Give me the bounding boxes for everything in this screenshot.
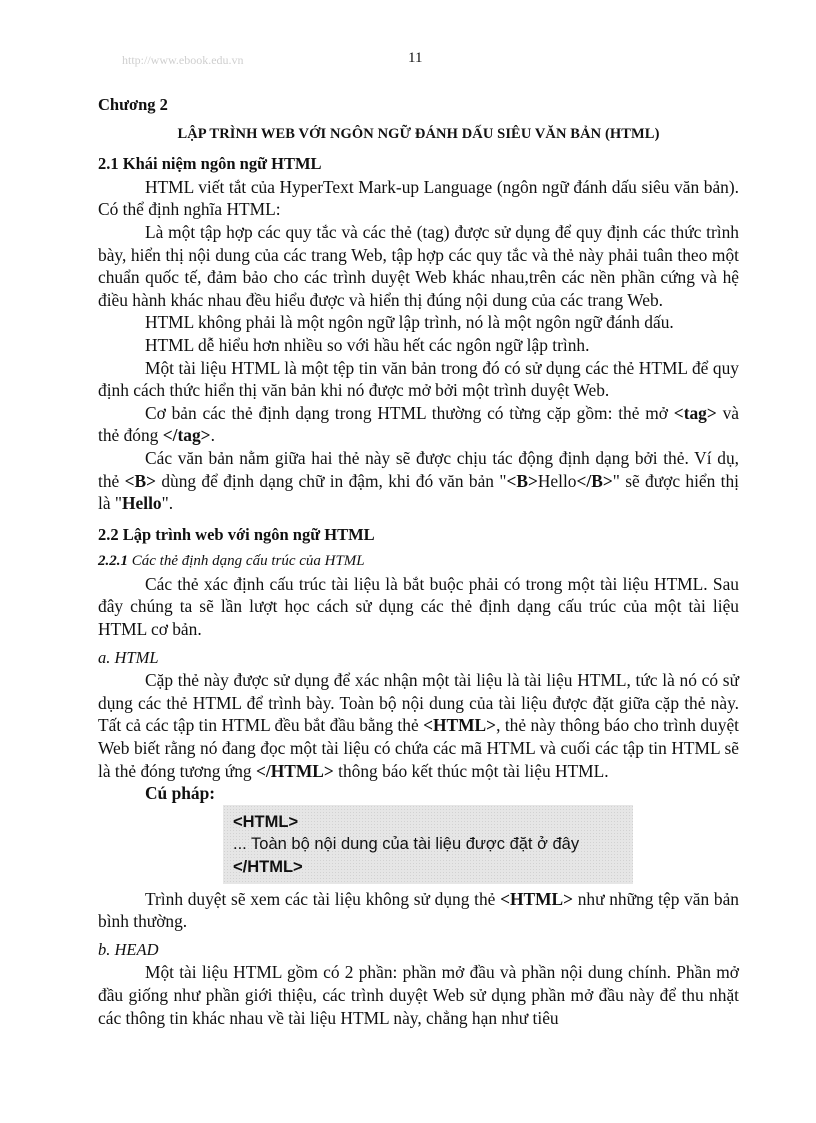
paragraph: Một tài liệu HTML gồm có 2 phần: phần mở đầu và phần nội dung chính. Phần mở đầu giống như phần giới thiệu, các trình duyệt Web sử dụng phần mở đầu này để thu nhặt các thông tin khác nhau về tài liệu HTML này, chẳng hạn như tiêu: [98, 962, 739, 1028]
paragraph: HTML dễ hiểu hơn nhiều so với hầu hết các ngôn ngữ lập trình.: [145, 334, 590, 355]
code-block: [223, 805, 633, 884]
header-url: http://www.ebook.edu.vn: [122, 53, 244, 67]
section-heading-2-2: 2.2 Lập trình web với ngôn ngữ HTML: [98, 524, 375, 544]
item-heading-b: b. HEAD: [98, 939, 159, 959]
code-line: </HTML>: [233, 858, 303, 876]
tag-example: <B>: [124, 470, 156, 491]
text-run: ".: [161, 493, 174, 514]
tag-example: </tag>: [162, 425, 211, 446]
subsection-number: 2.2.1: [98, 553, 128, 570]
syntax-label: Cú pháp:: [145, 783, 216, 804]
item-heading-a: a. HTML: [98, 647, 159, 667]
code-line: ... Toàn bộ nội dung của tài liệu được đặt ở đây: [233, 835, 580, 854]
text-run: , thẻ này thông báo cho trình duyệt Web biết rằng nó đang đọc một tài liệu có chứa các mã HTML và cuối các tập tin HTML sẽ là thẻ đóng tương ứng: [98, 715, 739, 781]
page-content: [98, 94, 739, 1029]
code-line: <HTML>: [233, 812, 299, 831]
text-run: Trình duyệt sẽ xem các tài liệu không sử dụng thẻ: [145, 888, 501, 909]
bold-example: Hello: [122, 493, 162, 514]
paragraph: HTML viết tắt của HyperText Mark-up Language (ngôn ngữ đánh dấu siêu văn bản). Có thể định nghĩa HTML:: [98, 176, 739, 220]
tag-example: <HTML>: [423, 715, 497, 736]
text-run: và thẻ đóng: [98, 402, 740, 446]
text-run: Cơ bản các thẻ định dạng trong HTML thường có từng cặp gồm: thẻ mở: [145, 402, 674, 423]
tag-example: <tag>: [673, 402, 717, 423]
subsection-heading-2-2-1: [98, 550, 739, 573]
paragraph: [98, 888, 739, 933]
paragraph: Là một tập hợp các quy tắc và các thẻ (tag) được sử dụng để quy định các thức trình bày, hiển thị nội dung của các trang Web, tập hợp các quy tắc và thẻ này phải tuân theo một chuẩn quốc tế, đảm bảo cho các trình duyệt Web khác nhau,trên các nền phần cứng và hệ điều hành khác nhau đều hiểu được và hiển thị đúng nội dung của các trang Web.: [98, 221, 739, 310]
paragraph: Các thẻ xác định cấu trúc tài liệu là bắt buộc phải có trong một tài liệu HTML. Sau đây chúng ta sẽ lần lượt học cách sử dụng các thẻ định dạng cấu trúc của một tài liệu HTML cơ bản.: [98, 573, 739, 640]
text-run: Hello: [537, 470, 577, 491]
paragraph: Một tài liệu HTML là một tệp tin văn bản trong đó có sử dụng các thẻ HTML để quy định cách thức hiển thị văn bản khi nó được mở bởi một trình duyệt Web.: [98, 357, 739, 401]
tag-example: <HTML>: [500, 888, 574, 909]
chapter-title: LẬP TRÌNH WEB VỚI NGÔN NGỮ ĐÁNH DẤU SIÊU VĂN BẢN (HTML): [177, 125, 660, 142]
tag-example: <B>: [506, 470, 538, 491]
text-run: .: [210, 425, 215, 446]
chapter-label: Chương 2: [98, 95, 168, 114]
text-run: như những tệp văn bản bình thường.: [98, 888, 739, 932]
text-run: " sẽ được hiển thị là ": [98, 470, 739, 514]
page-number: 11: [408, 50, 423, 66]
text-run: thông báo kết thúc một tài liệu HTML.: [333, 760, 609, 781]
paragraph: HTML không phải là một ngôn ngữ lập trình, nó là một ngôn ngữ đánh dấu.: [145, 312, 674, 333]
page-header: [0, 50, 816, 70]
tag-example: </B>: [576, 470, 613, 491]
section-heading-2-1: 2.1 Khái niệm ngôn ngữ HTML: [98, 154, 322, 174]
paragraph: [98, 402, 739, 447]
text-run: Các văn bản nằm giữa hai thẻ này sẽ được chịu tác động định dạng bởi thẻ. Ví dụ, thẻ: [98, 447, 739, 491]
paragraph: [98, 669, 739, 782]
subsection-title: Các thẻ định dạng cấu trúc của HTML: [128, 553, 365, 570]
text-run: dùng để định dạng chữ in đậm, khi đó văn bản ": [156, 470, 507, 491]
text-run: Cặp thẻ này được sử dụng để xác nhận một tài liệu là tài liệu HTML, tức là nó có sử dụng các thẻ HTML để trình bày. Toàn bộ nội dung của tài liệu được đặt giữa cặp thẻ này. Tất cả các tập tin HTML đều bắt đầu bằng thẻ: [98, 670, 739, 736]
paragraph: [98, 447, 739, 515]
tag-example: </HTML>: [255, 760, 334, 781]
